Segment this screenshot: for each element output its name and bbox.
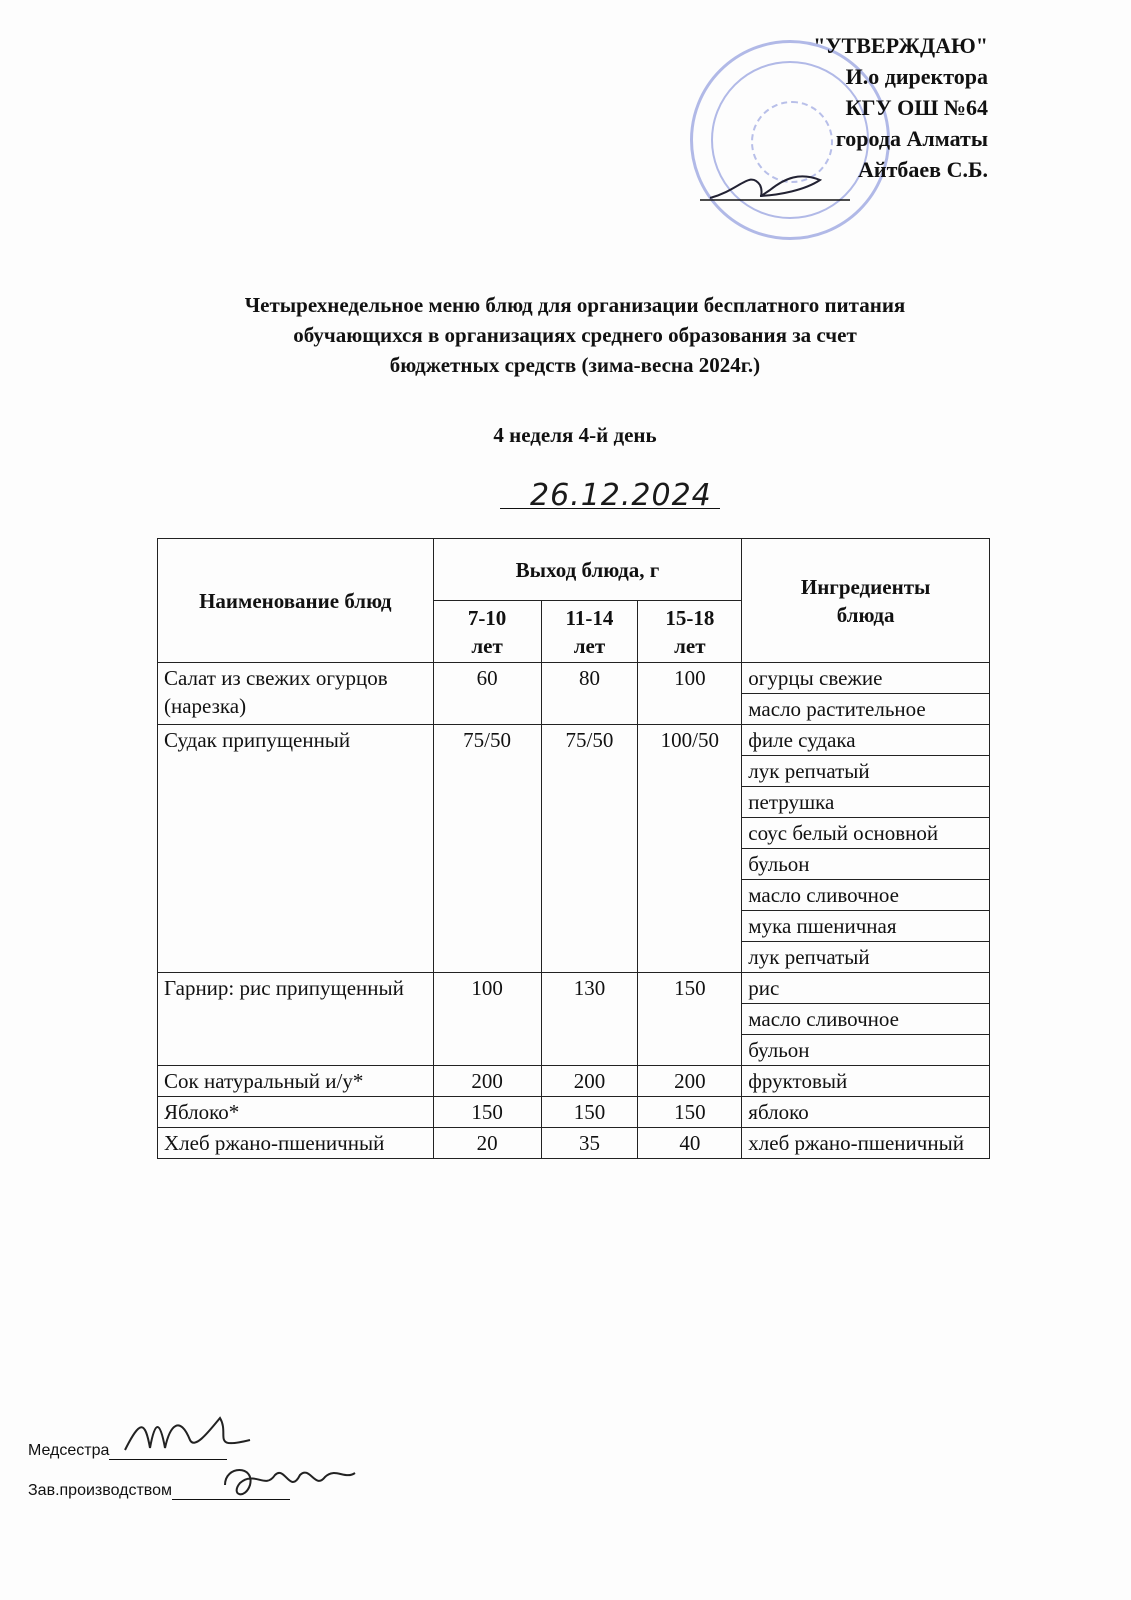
output-7-10-cell: 200 [433,1066,541,1097]
menu-table [157,538,990,1159]
dish-name-cell: Гарнир: рис припущенный [158,973,434,1066]
output-11-14-cell: 200 [541,1066,638,1097]
director-signature [700,160,850,210]
ingredient-cell: соус белый основной [742,818,990,849]
menu-table-body [158,663,990,1159]
output-15-18-cell: 40 [638,1128,742,1159]
ingredient-cell: хлеб ржано-пшеничный [742,1128,990,1159]
ingredient-cell: фруктовый [742,1066,990,1097]
header-ingredients [742,539,990,663]
document-title [140,290,1010,380]
dish-name-cell: Яблоко* [158,1097,434,1128]
production-label: Зав.производством [28,1482,172,1499]
title-line-2: обучающихся в организациях среднего образования за счет [293,323,857,347]
ingredient-cell: мука пшеничная [742,911,990,942]
production-signature [215,1455,365,1505]
ingredient-cell: петрушка [742,787,990,818]
title-line-1: Четырехнедельное меню блюд для организации бесплатного питания [244,293,906,317]
nurse-label: Медсестра [28,1442,110,1459]
output-7-10-cell: 20 [433,1128,541,1159]
output-15-18-cell: 150 [638,1097,742,1128]
header-dish-name: Наименование блюд [158,539,434,663]
output-11-14-cell: 75/50 [541,725,638,973]
dish-name-cell: Судак припущенный [158,725,434,973]
header-ingredients-line-1: Ингредиенты [800,574,931,599]
output-15-18-cell: 100 [638,663,742,725]
output-7-10-cell: 60 [433,663,541,725]
output-11-14-cell: 80 [541,663,638,725]
dish-name-cell: Хлеб ржано-пшеничный [158,1128,434,1159]
output-11-14-cell: 35 [541,1128,638,1159]
ingredient-cell: масло растительное [742,694,990,725]
output-11-14-cell: 130 [541,973,638,1066]
age-range: 15-18 [665,605,715,630]
handwritten-date: 26.12.2024 [530,478,712,513]
age-range: 11-14 [565,605,614,630]
age-unit: лет [674,633,706,658]
dish-name-cell: Сок натуральный и/у* [158,1066,434,1097]
ingredient-cell: огурцы свежие [742,663,990,694]
approval-city: города Алматы [835,126,988,151]
table-row [158,973,990,1004]
table-row [158,725,990,756]
approval-person: Айтбаев С.Б. [858,157,988,182]
date-underline [500,508,720,509]
ingredient-cell: бульон [742,849,990,880]
ingredient-cell: лук репчатый [742,756,990,787]
ingredient-cell: филе судака [742,725,990,756]
table-row [158,1097,990,1128]
week-day-label: 4 неделя 4-й день [493,423,657,447]
ingredient-cell: масло сливочное [742,880,990,911]
nurse-signature [120,1410,260,1460]
approval-heading: "УТВЕРЖДАЮ" [813,33,988,58]
ingredient-cell: рис [742,973,990,1004]
table-row [158,1066,990,1097]
output-15-18-cell: 200 [638,1066,742,1097]
output-7-10-cell: 150 [433,1097,541,1128]
output-7-10-cell: 100 [433,973,541,1066]
ingredient-cell: масло сливочное [742,1004,990,1035]
approval-school: КГУ ОШ №64 [845,95,988,120]
header-age-11-14 [541,601,638,663]
title-line-3: бюджетных средств (зима-весна 2024г.) [389,353,761,377]
table-row [158,1128,990,1159]
ingredient-cell: бульон [742,1035,990,1066]
header-age-7-10 [433,601,541,663]
age-unit: лет [573,633,606,658]
ingredient-cell: лук репчатый [742,942,990,973]
header-age-15-18 [638,601,742,663]
header-ingredients-line-2: блюда [836,602,895,627]
dish-name-cell: Салат из свежих огурцов (нарезка) [158,663,434,725]
header-output: Выход блюда, г [433,539,742,601]
age-unit: лет [471,633,503,658]
ingredient-cell: яблоко [742,1097,990,1128]
age-range: 7-10 [467,605,507,630]
table-row [158,663,990,694]
output-15-18-cell: 100/50 [638,725,742,973]
output-15-18-cell: 150 [638,973,742,1066]
output-7-10-cell: 75/50 [433,725,541,973]
output-11-14-cell: 150 [541,1097,638,1128]
approval-position: И.о директора [845,64,988,89]
